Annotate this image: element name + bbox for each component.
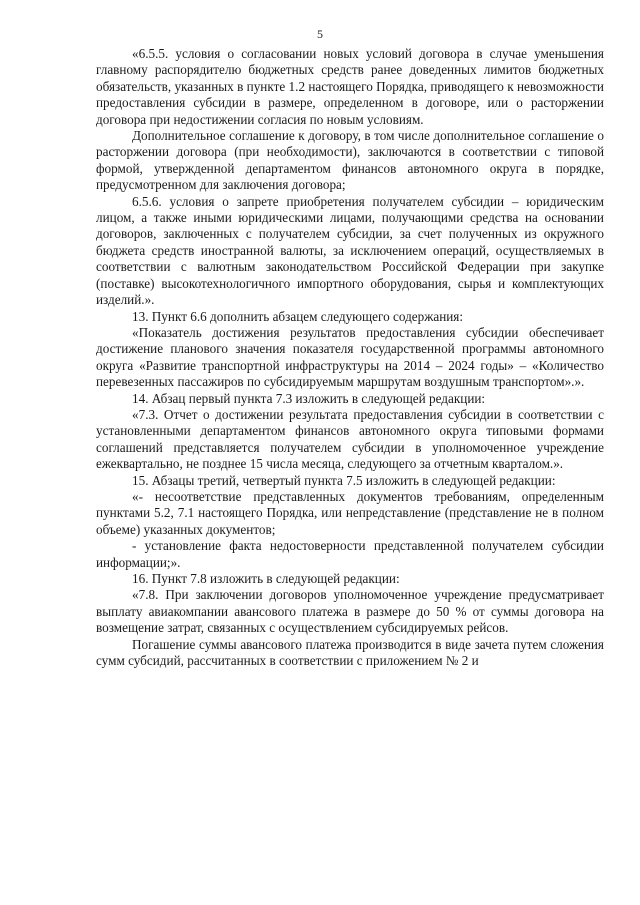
paragraph-6-5-6: 6.5.6. условия о запрете приобретения получателем субсидии – юридическим лицом, а также иными юридическими лицами, получающими средства на основании договоров, заключенных с получателем субсидии, за счет полученных из окружного бюджета средств иностранной валюты, за исключением операций, осуществляемых в соответствии с валютным законодательством Российской Федерации при закупке (поставке) высокотехнологичного импортного оборудования, сырья и комплектующих изделий.». (96, 193, 604, 308)
paragraph-indicator: «Показатель достижения результатов предоставления субсидии обеспечивает достижение планового значения показателя государственной программы автономного округа «Развитие транспортной инфраструктуры на 2014 – 2024 годы» – «Количество перевезенных пассажиров по субсидируемым маршрутам воздушным транспортом».». (96, 324, 604, 390)
document-body (96, 46, 604, 669)
paragraph-supplementary-agreement: Дополнительное соглашение к договору, в том числе дополнительное соглашение о расторжении договора (при необходимости), заключаются в соответствии с типовой формой, утвержденной департаментом финансов автономного округа в порядке, предусмотренном для заключения договора; (96, 128, 604, 193)
paragraph-7-8: «7.8. При заключении договоров уполномоченное учреждение предусматривает выплату авиакомпании авансового платежа в размере до 50 % от суммы договора на возмещение затрат, связанных с осуществлением субсидируемых рейсов. (96, 587, 604, 636)
paragraph-item-15: 15. Абзацы третий, четвертый пункта 7.5 изложить в следующей редакции: (132, 472, 556, 488)
paragraph-item-13: 13. Пункт 6.6 дополнить абзацем следующего содержания: (132, 308, 464, 324)
paragraph-inaccuracy: - установление факта недостоверности представленной получателем субсидии информации;». (96, 538, 604, 570)
paragraph-advance-repayment: Погашение суммы авансового платежа производится в виде зачета путем сложения сумм субсидий, рассчитанных в соответствии с приложением № 2 и (96, 636, 604, 669)
paragraph-item-14: 14. Абзац первый пункта 7.3 изложить в следующей редакции: (132, 390, 486, 406)
page-number: 5 (317, 27, 323, 41)
paragraph-nonconformity: «- несоответствие представленных документов требованиям, определенным пунктами 5.2, 7.1 настоящего Порядка, или непредставление (представление не в полном объеме) указанных документов; (96, 488, 604, 537)
paragraph-item-16: 16. Пункт 7.8 изложить в следующей редакции: (132, 571, 400, 586)
paragraph-6-5-5: «6.5.5. условия о согласовании новых условий договора в случае уменьшения главному распорядителю бюджетных средств ранее доведенных лимитов бюджетных обязательств, указанных в пункте 1.2 настоящего Порядка, приводящего к невозможности предоставления субсидии в размере, определенном в договоре, или о расторжении договора при недостижении согласия по новым условиям. (96, 46, 604, 127)
paragraph-7-3: «7.3. Отчет о достижении результата предоставления субсидии в соответствии с установленными департаментом финансов автономного округа типовыми формами соглашений представляется получателем субсидии в уполномоченное учреждение ежеквартально, не позднее 15 числа месяца, следующего за отчетным кварталом.». (96, 406, 604, 472)
